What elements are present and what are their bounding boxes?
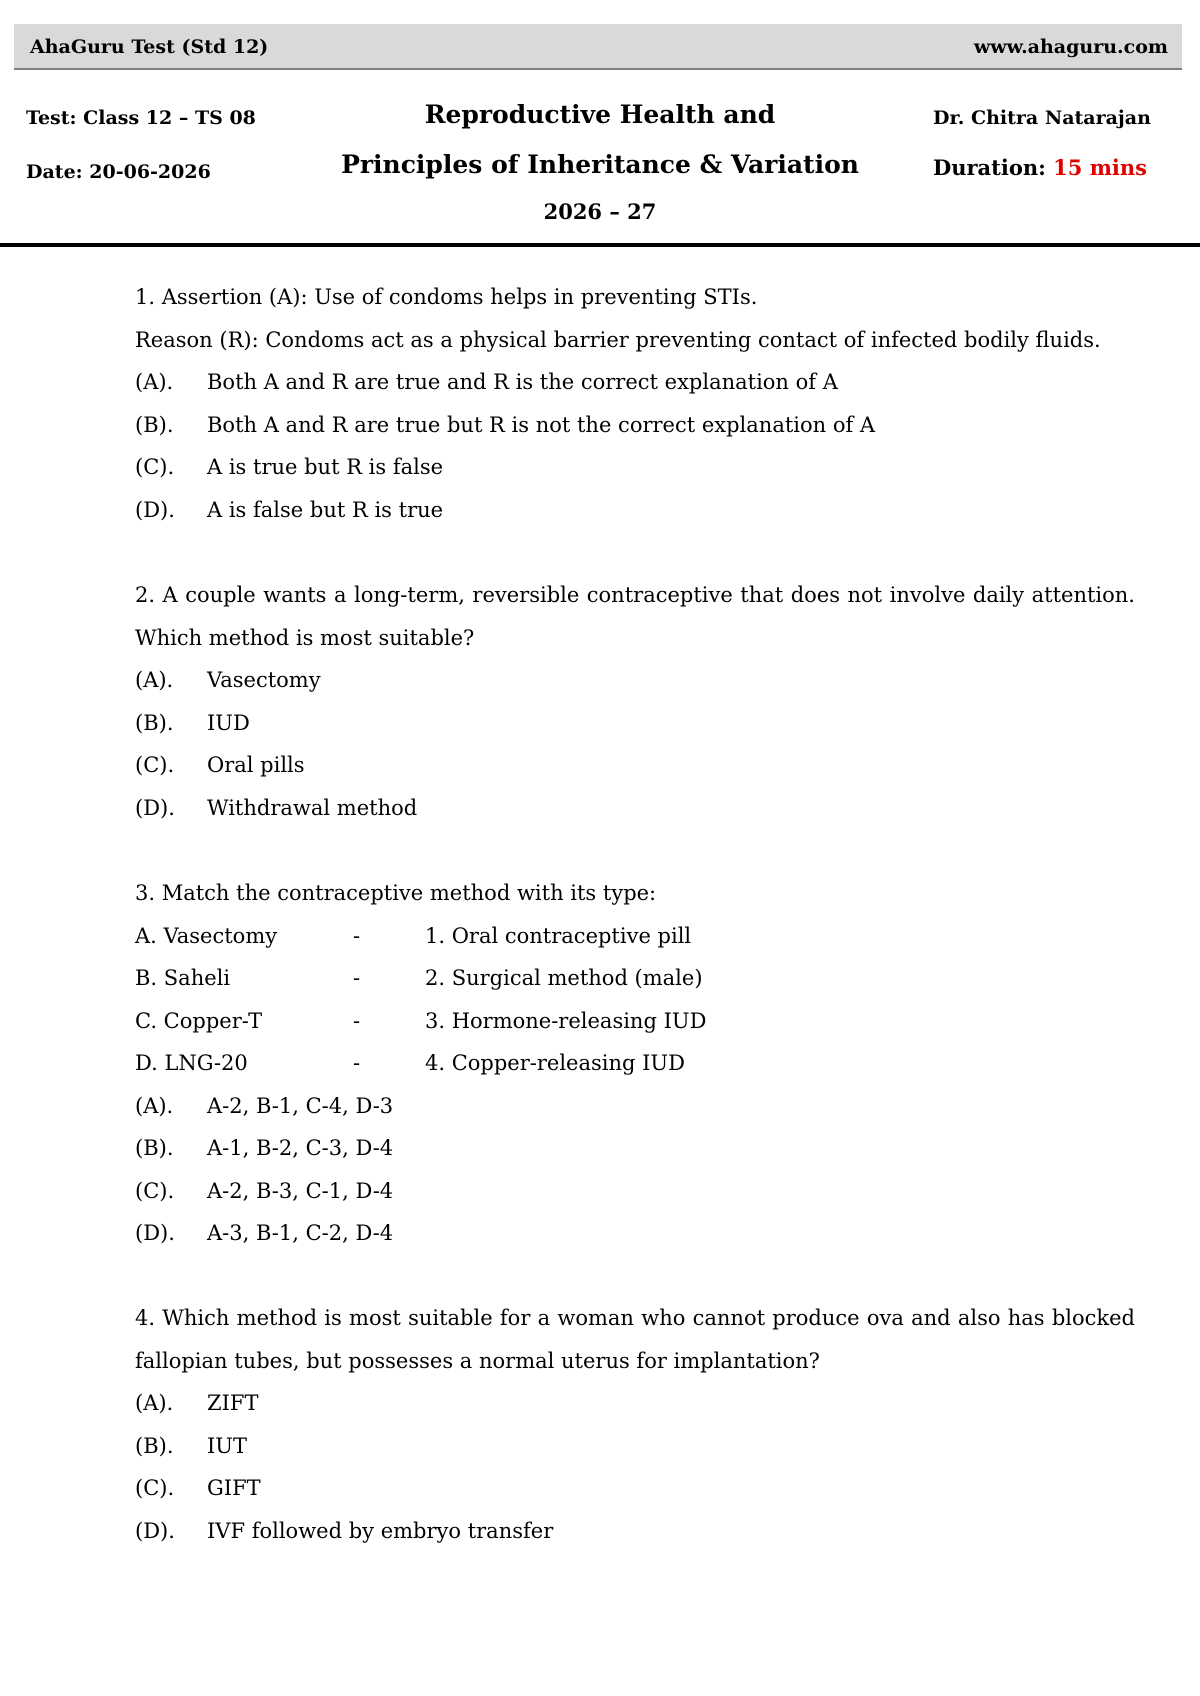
option-label: (A). [135, 1093, 174, 1118]
option [135, 1425, 1135, 1468]
question-text: fallopian tubes, but possesses a normal uterus for implantation? [135, 1348, 820, 1373]
match-row [135, 1000, 1135, 1043]
option-label: (A). [135, 370, 174, 394]
match-row [135, 915, 1135, 958]
option-text: A-2, B-1, C-4, D-3 [207, 1093, 394, 1118]
option [135, 1170, 1135, 1213]
option [135, 787, 1135, 830]
option-label: (D). [135, 795, 175, 820]
match-row [135, 1042, 1135, 1085]
option-text: GIFT [207, 1476, 261, 1500]
question-text: Which method is most suitable? [135, 625, 475, 650]
match-row [135, 957, 1135, 1000]
option-label: (D). [135, 1518, 175, 1543]
option-text: Oral pills [207, 753, 305, 777]
question-text: 3. Match the contraceptive method with its type: [135, 881, 657, 905]
option-label: (A). [135, 668, 174, 692]
match-right: 4. Copper-releasing IUD [425, 1051, 685, 1075]
option [135, 744, 1135, 787]
header-divider [0, 243, 1200, 247]
option [135, 1085, 1135, 1128]
option-label: (B). [135, 710, 174, 735]
option-text: A is false but R is true [207, 497, 444, 522]
option-text: ZIFT [207, 1391, 259, 1415]
option-label: (B). [135, 1433, 174, 1458]
match-left: D. LNG-20 [135, 1051, 248, 1075]
option-label: (C). [135, 753, 175, 777]
option-label: (B). [135, 412, 174, 437]
option-label: (D). [135, 497, 175, 522]
match-dash: - [353, 1051, 361, 1075]
option-label: (A). [135, 1391, 174, 1415]
duration [933, 155, 1147, 180]
option-text: A-3, B-1, C-2, D-4 [207, 1221, 394, 1245]
option-label: (C). [135, 1476, 175, 1500]
match-left: C. Copper-T [135, 1008, 263, 1033]
option-text: IUT [207, 1433, 248, 1458]
option [135, 1382, 1135, 1425]
option-text: A is true but R is false [207, 455, 444, 479]
title-line-1: Reproductive Health and [424, 100, 776, 129]
option-text: A-2, B-3, C-1, D-4 [207, 1178, 394, 1203]
option [135, 1127, 1135, 1170]
option-label: (C). [135, 1178, 175, 1203]
option [135, 1212, 1135, 1255]
option [135, 489, 1135, 532]
question-text: 1. Assertion (A): Use of condoms helps in preventing STIs. [135, 285, 758, 309]
option-text: Vasectomy [207, 668, 321, 692]
match-dash: - [353, 966, 361, 990]
question-text: 4. Which method is most suitable for a woman who cannot produce ova and also has blocked [135, 1306, 1135, 1330]
duration-label: Duration: [933, 155, 1046, 180]
option-label: (D). [135, 1221, 175, 1245]
academic-year: 2026 – 27 [543, 199, 657, 224]
match-left: B. Saheli [135, 966, 231, 990]
option [135, 446, 1135, 489]
match-right: 1. Oral contraceptive pill [425, 923, 692, 948]
option [135, 1510, 1135, 1553]
option-label: (B). [135, 1136, 174, 1160]
option-text: IUD [207, 710, 250, 735]
title-line-2: Principles of Inheritance & Variation [341, 150, 859, 179]
duration-value: 15 mins [1053, 155, 1147, 180]
question-4 [135, 1297, 1135, 1552]
option-text: Withdrawal method [207, 795, 418, 820]
question-text: Reason (R): Condoms act as a physical barrier preventing contact of infected bodily fluids. [135, 327, 1101, 352]
option-text: Both A and R are true and R is the correct explanation of A [207, 370, 838, 394]
header-bar [14, 24, 1182, 70]
match-left: A. Vasectomy [135, 923, 278, 948]
option [135, 702, 1135, 745]
header-left-title: AhaGuru Test (Std 12) [30, 36, 269, 58]
option-text: Both A and R are true but R is not the correct explanation of A [207, 412, 876, 437]
option [135, 361, 1135, 404]
author-name: Dr. Chitra Natarajan [933, 107, 1151, 129]
question-text: 2. A couple wants a long-term, reversible contraceptive that does not involve daily attention. [135, 583, 1135, 607]
option [135, 404, 1135, 447]
question-1 [135, 276, 1135, 531]
question-3 [135, 872, 1135, 1255]
match-dash: - [353, 923, 361, 948]
header-website: www.ahaguru.com [973, 36, 1168, 58]
test-date: Date: 20-06-2026 [26, 161, 211, 183]
match-dash: - [353, 1008, 361, 1033]
option-label: (C). [135, 455, 175, 479]
test-id: Test: Class 12 – TS 08 [26, 107, 256, 129]
question-2 [135, 574, 1135, 829]
option [135, 1467, 1135, 1510]
option-text: A-1, B-2, C-3, D-4 [207, 1136, 394, 1160]
match-right: 2. Surgical method (male) [425, 966, 703, 990]
option [135, 659, 1135, 702]
match-right: 3. Hormone-releasing IUD [425, 1008, 707, 1033]
option-text: IVF followed by embryo transfer [207, 1518, 554, 1543]
